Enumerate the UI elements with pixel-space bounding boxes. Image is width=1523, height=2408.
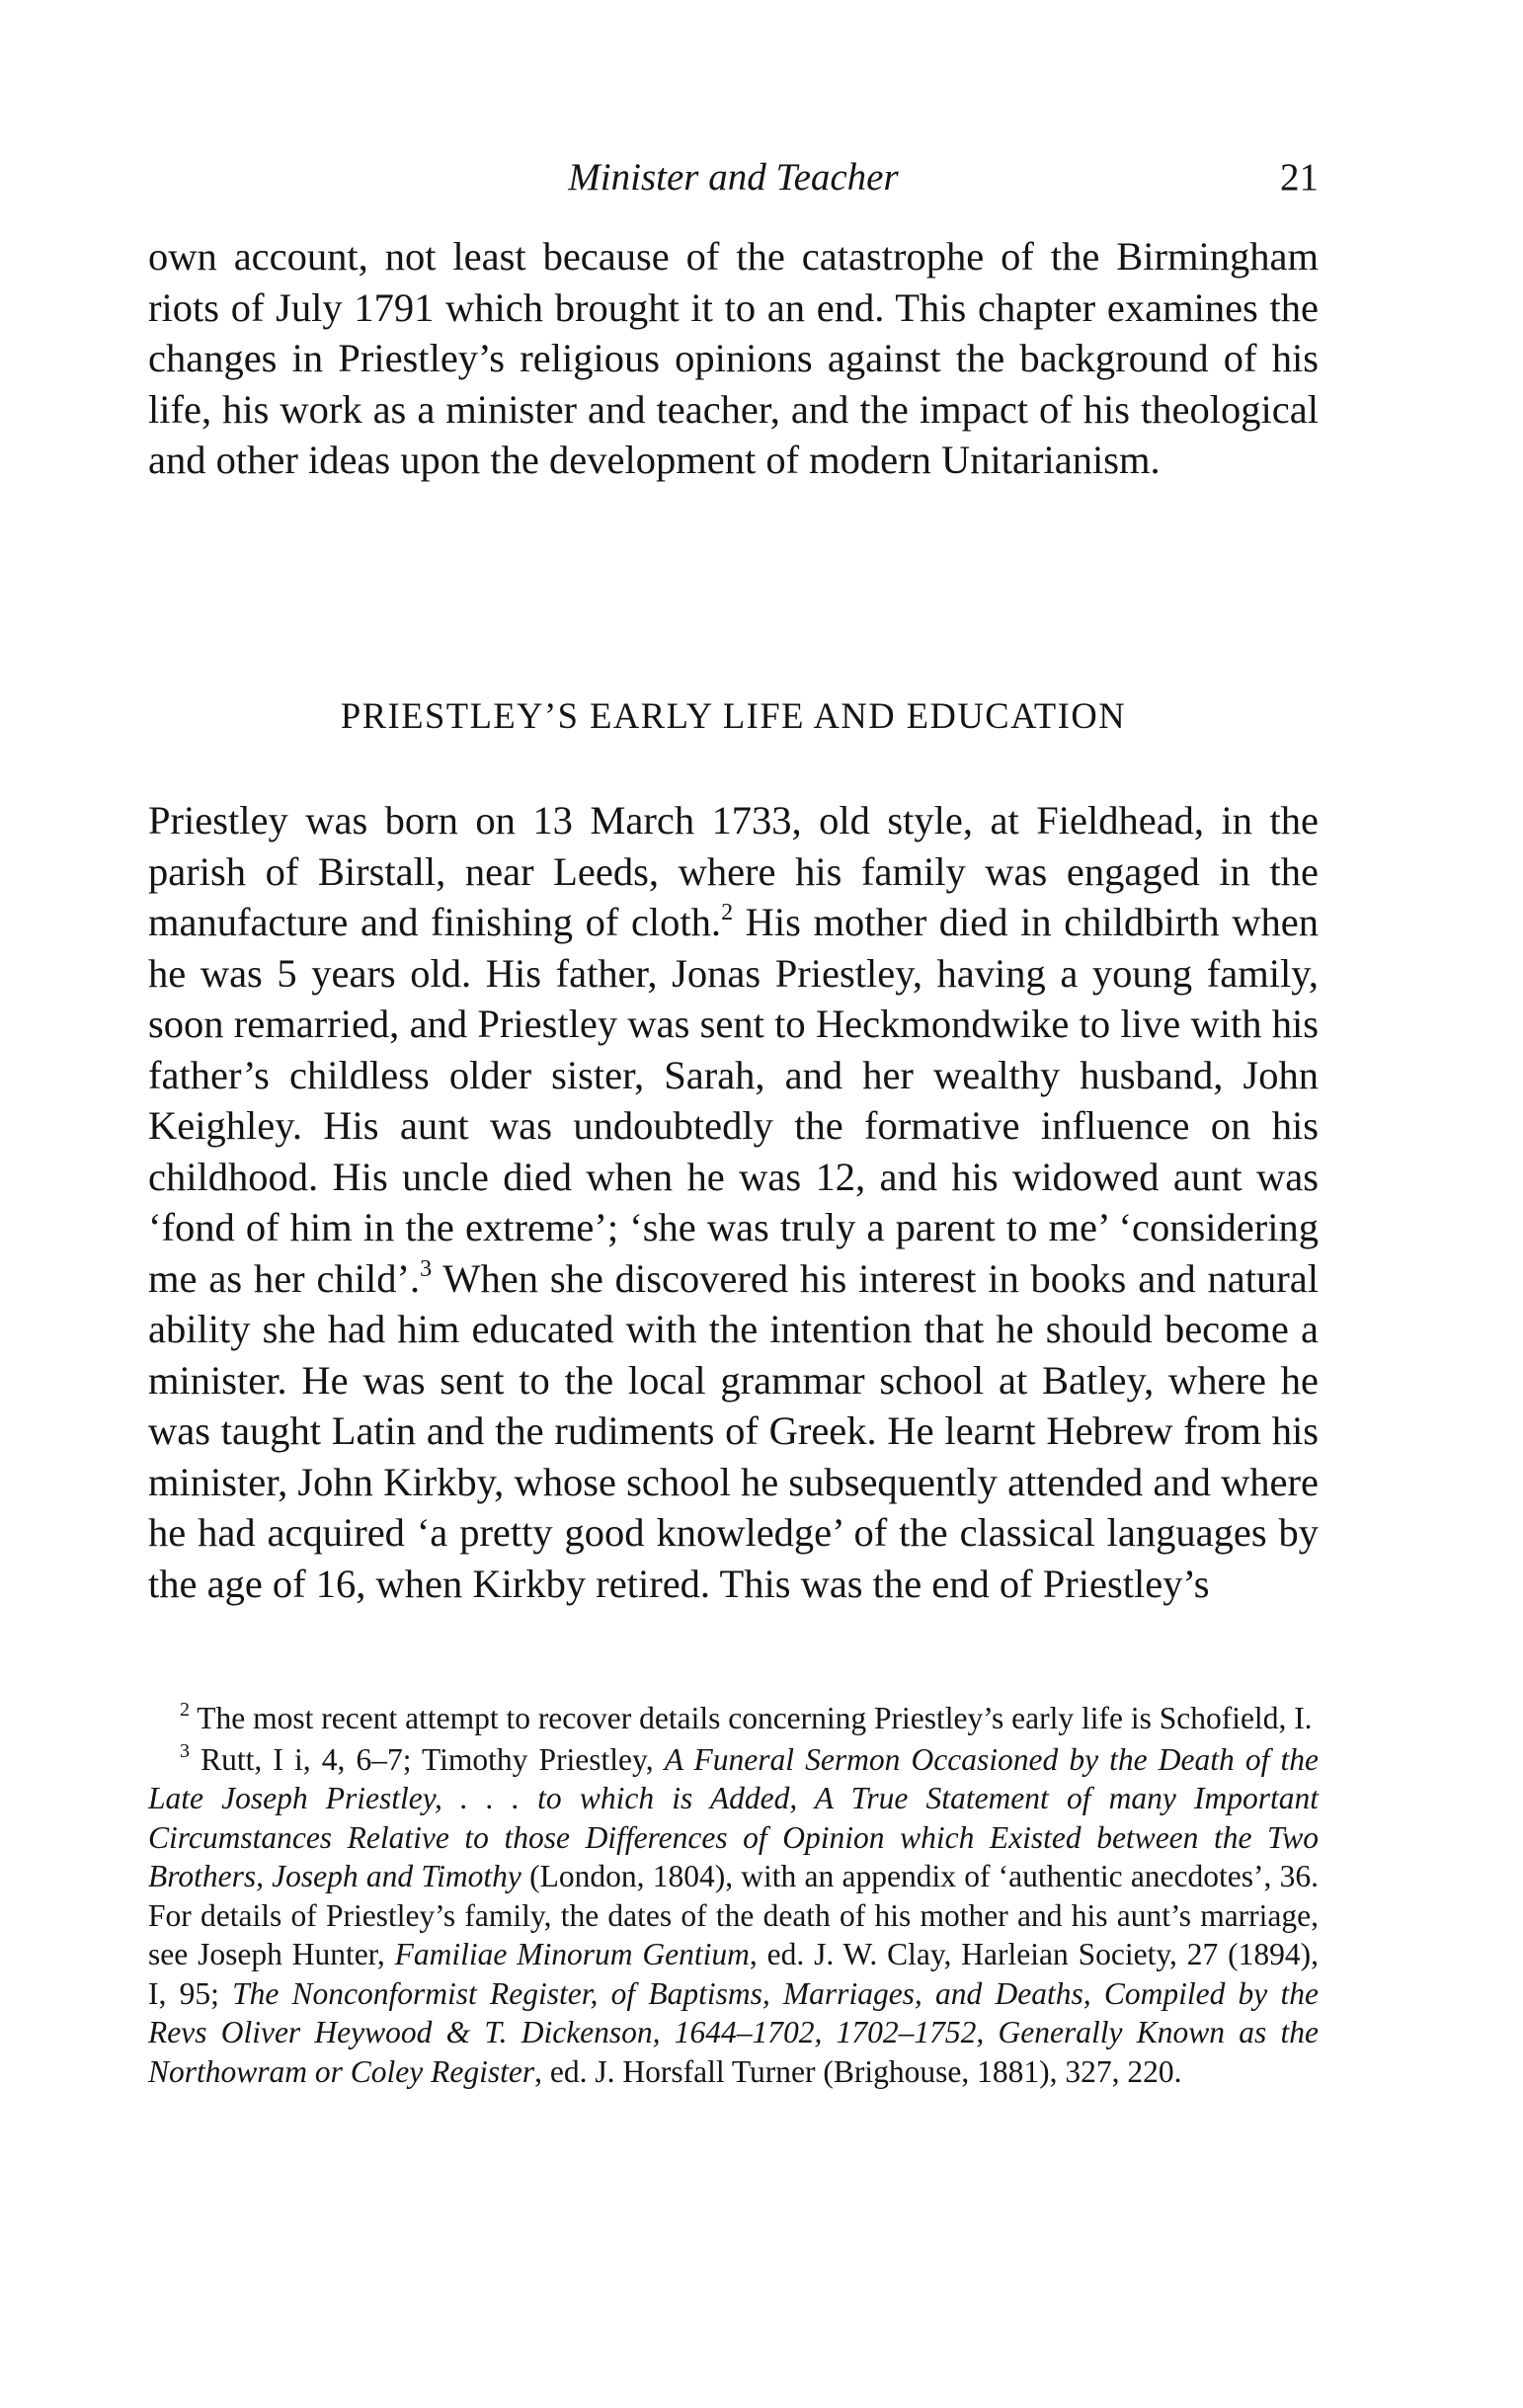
body-paragraph-1: own account, not least because of the catastrophe of the Birmingham riots of July 1791 which brought it to an end. This chapter examines the changes in Priestley’s religious opinions against the background of his life, his work as a minister and teacher, and the impact of his theological and other ideas upon the development of modern Unitarianism. bbox=[148, 234, 1319, 482]
footnote-2 bbox=[148, 1699, 1319, 1738]
paragraph-2-text-b: His mother died in childbirth when he was 5 years old. His father, Jonas Priestley, having a young family, soon remarried, and Priestley was sent to Heckmondwike to live with his father’s childless older sister, Sarah, and her wealthy husband, John Keighley. His aunt was undoubtedly the formative influence on his childhood. His uncle died when he was 12, and his widowed aunt was ‘fond of him in the extreme’; ‘she was truly a parent to me’ ‘considering me as her child’. bbox=[148, 900, 1319, 1301]
footnote-ref-3: 3 bbox=[420, 1255, 433, 1282]
footnote-text: , ed. J. W. Clay, Harleian Society, 27 (1894), I, 95; bbox=[148, 1937, 1320, 2011]
paragraph-2-text-a: Priestley was born on 13 March 1733, old style, at Fieldhead, in the parish of Birstall, near Leeds, where his family was engaged in the manufacture and finishing of cloth. bbox=[148, 798, 1319, 944]
footnote-title-funeral-sermon: A Funeral Sermon Occasioned by the Death of the Late Joseph Priestley, . . . to which is Added, A True Statement of many Important Circumstances Relative to those Differences of Opinion which Existed between the Two Brothers, Joseph and Timothy bbox=[148, 1741, 1319, 1893]
section-heading: PRIESTLEY’S EARLY LIFE AND EDUCATION bbox=[340, 695, 1127, 736]
page-number: 21 bbox=[1280, 156, 1319, 199]
running-head: Minister and Teacher bbox=[568, 156, 899, 199]
footnote-title-familiae: Familiae Minorum Gentium bbox=[394, 1937, 750, 1971]
footnote-text: , ed. J. Horsfall Turner (Brighouse, 1881), 327, 220. bbox=[534, 2053, 1182, 2089]
page-header bbox=[148, 148, 1319, 207]
body-paragraph-2 bbox=[148, 795, 1319, 1609]
footnote-title-register: The Nonconformist Register, of Baptisms, Marriages, and Deaths, Compiled by the Revs Oliver Heywood & T. Dickenson, 1644–1702, 1702–1752, Generally Known as the Northowram or Coley Register bbox=[148, 1975, 1319, 2089]
footnote-3 bbox=[148, 1740, 1319, 2092]
footnote-marker: 2 bbox=[180, 1699, 190, 1721]
footnote-marker: 3 bbox=[180, 1739, 190, 1762]
footnote-text: Rutt, I i, 4, 6–7; Timothy Priestley, bbox=[190, 1741, 665, 1777]
footnote-ref-2: 2 bbox=[721, 900, 734, 925]
footnote-text: (London, 1804), with an appendix of ‘authentic anecdotes’, 36. For details of Priestley’s family, the dates of the death of his mother and his aunt’s marriage, see Joseph Hunter, bbox=[148, 1859, 1319, 1971]
footnote-text: The most recent attempt to recover details concerning Priestley’s early life is Schofield, I. bbox=[190, 1701, 1313, 1735]
footnotes bbox=[148, 1699, 1319, 2091]
paragraph-2-text-c: When she discovered his interest in books and natural ability she had him educated with the intention that he should become a minister. He was sent to the local grammar school at Batley, where he was taught Latin and the rudiments of Greek. He learnt Hebrew from his minister, John Kirkby, whose school he subsequently attended and where he had acquired ‘a pretty good knowledge’ of the classical languages by the age of 16, when Kirkby retired. This was the end of Priestley’s bbox=[148, 1255, 1319, 1606]
